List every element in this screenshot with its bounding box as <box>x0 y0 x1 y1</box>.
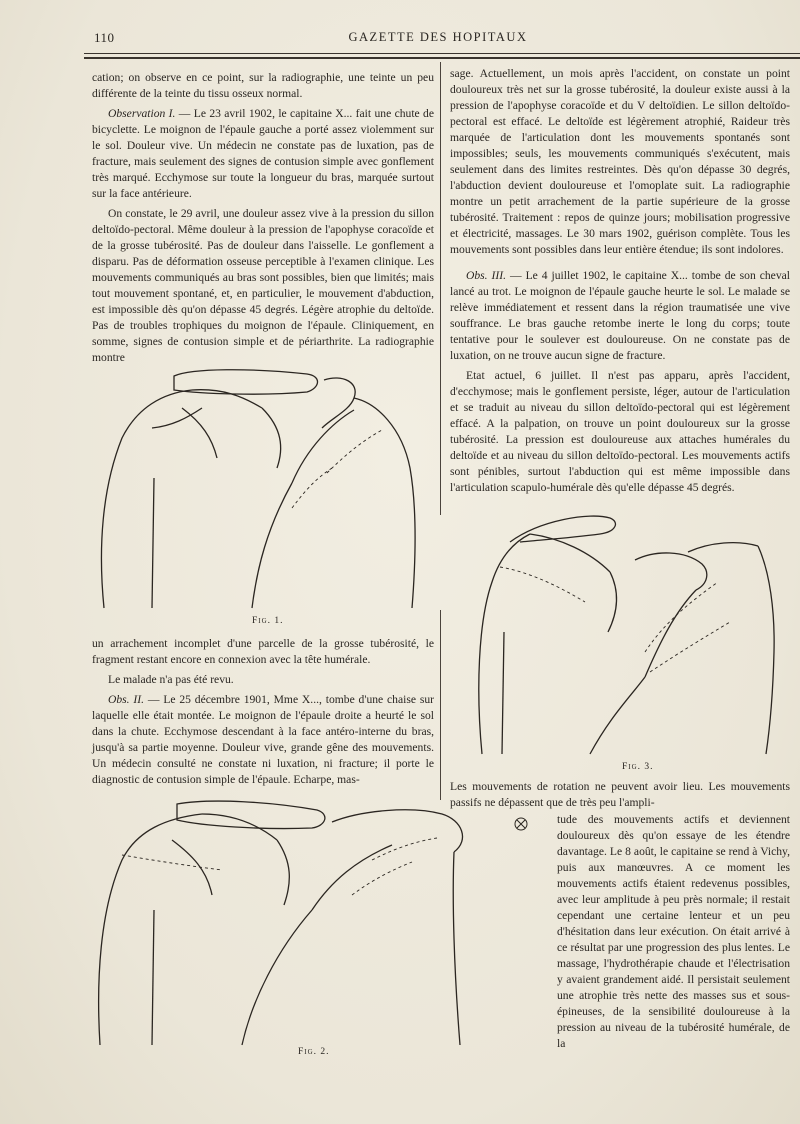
figure-2-drawing <box>92 800 532 1050</box>
header-rule-thick <box>84 57 800 59</box>
column-divider-lower <box>440 610 441 800</box>
left-column-middle <box>92 636 434 788</box>
observation-3 <box>450 268 790 364</box>
right-column-top <box>450 66 790 496</box>
observation-1 <box>92 106 434 202</box>
figure-3-drawing <box>470 512 792 760</box>
observation-2-continued: sage. Actuellement, un mois après l'accident, on constate un point douloureux très net sur la grosse tubérosité, la douleur existe aussi à la pression de l'apophyse coracoïde et du V deltoïdien. Le sillon deltoïdo-pectoral est effacé. Le deltoïde est légèrement atrophié, Raideur très marquée de l'articulation dont les mouvements spontanés sont impossibles; seuls, les mouvements communiqués s'exécutent, mais seulement dans des limites restreintes. Dès qu'on dépasse 30 degrés, l'abduction devient douloureuse et l'omoplate suit. La radiographie montre un petit arrachement de la partie supérieure de la grosse tubérosité. Traitement : repos de quinze jours; mobilisation progressive et électricité, massages. Le 30 mars 1902, guérison complète. Tous les mouvements sont possibles dans leur entière étendue; ils sont indolores. <box>450 67 790 256</box>
figure-2 <box>92 800 532 1050</box>
final-paragraph: tude des mouvements actifs et deviennent douloureux dès qu'on essaye de les étendre davantage. Le 8 août, le capitaine se rend à Vichy, puis aux manœuvres. A ce moment les mouvements actifs étaient redevenus possibles, avec leur amplitude à peu près normale; il restait cependant une certaine lenteur et un peu d'hésitation dans leur exécution. On était arrivé à ce résultat par une progression des plus lentes. Le massage, l'hydrothérapie chaude et l'électrisation y avaient grandement aidé. Il persistait seulement une atrophie très nette des masses sus et sous-épineuses, de la sensibilité douloureuse à la pression au niveau de la tubérosité humérale, de la <box>557 813 790 1050</box>
observation-2-text: — Le 25 décembre 1901, Mme X..., tombe d'une chaise sur laquelle elle était montée. Le moignon de l'épaule droite a heurté le sol dans la chute. Ecchymose descendant à la face antéro-interne du bras, jusqu'à sa partie moyenne. Douleur vive, grande gêne des mouvements. Un médecin consulté ne constate ni luxation, ni fracture; il porte le diagnostic de contusion simple de l'épaule. Echarpe, mas- <box>92 693 434 786</box>
fig1-continuation: un arrachement incomplet d'une parcelle de la grosse tubérosité, le fragment restant encore en connexion avec la tête humérale. <box>92 637 434 666</box>
intro-paragraph: cation; on observe en ce point, sur la radiographie, une teinte un peu différente de la teinte du tissu osseux normal. <box>92 71 434 100</box>
observation-3-text: — Le 4 juillet 1902, le capitaine X... tombe de son cheval lancé au trot. Le moignon de l'épaule gauche heurte le sol. Le malade se relève immédiatement et ressent dans la région traumatisée une vive souffrance. Le bras gauche retombe inerte le long du corps; toute tentative pour le soulever est douloureuse. On ne constate pas de luxation, on ne trouve aucun signe de fracture. <box>450 269 790 362</box>
observation-2 <box>92 692 434 788</box>
right-column-bottom <box>557 812 790 1052</box>
column-divider <box>440 62 441 515</box>
observation-3-label: Obs. III. <box>466 269 507 282</box>
observation-2-label: Obs. II. <box>108 693 145 706</box>
page-header <box>88 30 788 50</box>
figure-2-caption: Fig. 2. <box>298 1047 330 1057</box>
left-column-top <box>92 70 434 366</box>
figure-1 <box>92 368 432 613</box>
figure-3 <box>470 512 792 760</box>
observation-1-text: — Le 23 avril 1902, le capitaine X... fait une chute de bicyclette. Le moignon de l'épaule gauche a porté assez violemment sur le sol. Douleur vive. Un médecin ne constate pas de luxation, pas de fracture, mais seulement des signes de contusion simple avec gonflement très marqué. Ecchymose sur toute la longueur du bras, marquée surtout sur la face antérieure. <box>92 107 434 200</box>
patient-not-seen: Le malade n'a pas été revu. <box>108 673 234 686</box>
right-column-middle <box>450 779 790 811</box>
observation-1-label: Observation I. <box>108 107 176 120</box>
observation-3-state: Etat actuel, 6 juillet. Il n'est pas apparu, après l'accident, d'ecchymose; mais le gonflement persiste, léger, autour de l'articulation et se traduit au niveau du sillon deltoïdo-pectoral qui est légèrement effacé. A la palpation, on trouve un point douloureux sur la grosse tubérosité. La pression est douloureuse aux attaches humérales du deltoïde et au niveau du sillon deltoïdo-pectoral. Les mouvements actifs sont pénibles, surtout l'abduction qui est même impossible dans l'articulation scapulo-humérale dès qu'elle dépasse 45 degrés. <box>450 369 790 494</box>
figure-1-drawing <box>92 368 432 613</box>
running-title: GAZETTE DES HOPITAUX <box>348 30 528 44</box>
figure-3-caption: Fig. 3. <box>622 762 654 772</box>
header-rule <box>84 53 800 54</box>
fig3-continuation: Les mouvements de rotation ne peuvent avoir lieu. Les mouvements passifs ne dépassent que de très peu l'ampli- <box>450 780 790 809</box>
observation-1-followup: On constate, le 29 avril, une douleur assez vive à la pression du sillon deltoïdo-pectoral. Même douleur à la pression de l'apophyse coracoïde et de la grosse tubérosité. Pas de douleur dans l'aisselle. Le gonflement a disparu. Pas de déformation osseuse perceptible à l'examen clinique. Les mouvements communiqués au bras sont possibles, bien que limités; mais tout mouvement spontané, et, en particulier, le mouvement d'abduction, est impossible dès qu'on dépasse 45 degrés. Légère atrophie du deltoïde. Pas de troubles trophiques du moignon de l'épaule. Cliniquement, en somme, signes de contusion simple et de périarthrite. La radiographie montre <box>92 207 434 364</box>
page-number: 110 <box>94 30 115 45</box>
figure-1-caption: Fig. 1. <box>252 616 284 626</box>
